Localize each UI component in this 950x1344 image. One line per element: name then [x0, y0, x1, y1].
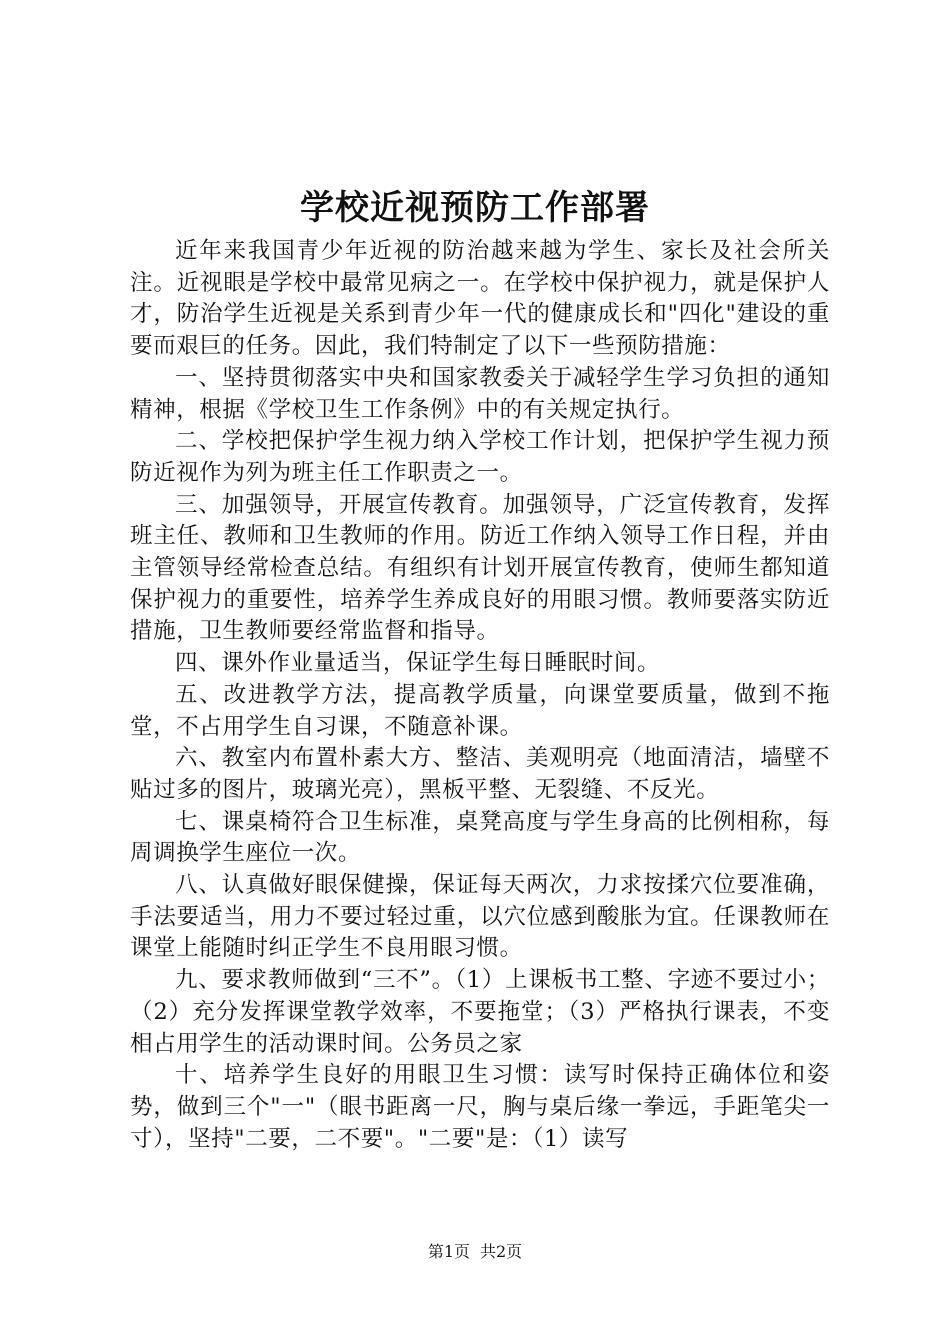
document-title: 学校近视预防工作部署 [300, 188, 650, 228]
paragraph-item-3: 三、加强领导，开展宣传教育。加强领导，广泛宣传教育，发挥班主任、教师和卫生教师的作用。防近工作纳入领导工作日程，并由主管领导经常检查总结。有组织有计划开展宣传教育，使师生都知道保护视力的重要性，培养学生养成良好的用眼习惯。教师要落实防近措施，卫生教师要经常监督和指导。 [130, 491, 830, 645]
paragraph-item-4: 四、课外作业量适当，保证学生每日睡眠时间。 [175, 650, 661, 677]
paragraph-intro: 近年来我国青少年近视的防治越来越为学生、家长及社会所关注。近视眼是学校中最常见病之一。在学校中保护视力，就是保护人才，防治学生近视是关系到青少年一代的健康成长和"四化"建设的重要而艰巨的任务。因此，我们特制定了以下一些预防措施： [130, 238, 830, 360]
paragraph-item-2: 二、学校把保护学生视力纳入学校工作计划，把保护学生视力预防近视作为列为班主任工作职责之一。 [130, 428, 830, 486]
paragraph-item-10: 十、培养学生良好的用眼卫生习惯：读写时保持正确体位和姿势，做到三个"一"（眼书距离一尺，胸与桌后缘一拳远，手距笔尖一寸），坚持"二要，二不要"。"二要"是：（1）读写 [130, 1062, 830, 1152]
paragraph-item-8: 八、认真做好眼保健操，保证每天两次，力求按揉穴位要准确，手法要适当，用力不要过轻过重，以穴位感到酸胀为宜。任课教师在课堂上能随时纠正学生不良用眼习惯。 [130, 872, 830, 962]
paragraph-item-1: 一、坚持贯彻落实中央和国家教委关于减轻学生学习负担的通知精神，根据《学校卫生工作条例》中的有关规定执行。 [130, 364, 830, 423]
page-footer [0, 1240, 950, 1264]
page-number: 第1页 [427, 1242, 470, 1261]
paragraph-item-9: 九、要求教师做到“三不”。（1）上课板书工整、字迹不要过小；（2）充分发挥课堂教学效率，不要拖堂；（3）严格执行课表，不变相占用学生的活动课时间。公务员之家 [130, 967, 830, 1057]
paragraph-item-6: 六、教室内布置朴素大方、整洁、美观明亮（地面清洁，墙壁不贴过多的图片，玻璃光亮），黑板平整、无裂缝、不反光。 [130, 745, 830, 803]
document-body [130, 236, 830, 1155]
page-total: 共2页 [480, 1242, 523, 1261]
paragraph-item-7: 七、课桌椅符合卫生标准，桌凳高度与学生身高的比例相称，每周调换学生座位一次。 [130, 808, 830, 867]
paragraph-item-5: 五、改进教学方法，提高教学质量，向课堂要质量，做到不拖堂，不占用学生自习课，不随意补课。 [130, 681, 830, 740]
